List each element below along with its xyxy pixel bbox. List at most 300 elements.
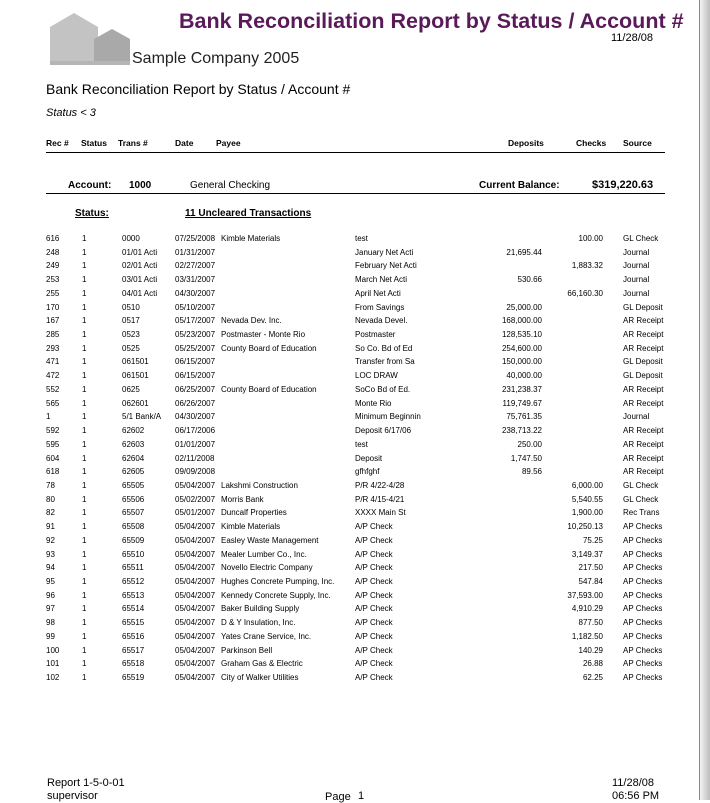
status-description: 11 Uncleared Transactions — [185, 208, 312, 219]
status-cell: 1 — [82, 357, 87, 367]
header-rule — [46, 152, 665, 153]
rec-cell: 102 — [46, 673, 60, 682]
deposit-cell: 89.56 — [521, 467, 542, 477]
deposit-cell: 168,000.00 — [501, 316, 542, 326]
table-row — [0, 507, 700, 521]
trans-cell: 0517 — [122, 316, 140, 326]
table-row — [0, 398, 700, 412]
payee-cell: Novello Electric Company — [221, 563, 313, 573]
memo-cell: Nevada Devel. — [355, 316, 408, 326]
table-row — [0, 549, 700, 563]
source-cell: AR Receipt — [623, 316, 664, 326]
source-cell: AP Checks — [623, 659, 663, 669]
rec-cell: 255 — [46, 288, 60, 298]
deposit-cell: 119,749.67 — [502, 398, 542, 408]
memo-cell: March Net Acti — [355, 275, 408, 285]
payee-cell: Nevada Dev. Inc. — [221, 316, 282, 326]
date-cell: 05/04/2007 — [175, 522, 216, 532]
payee-cell: County Board of Education — [221, 384, 317, 394]
status-cell: 1 — [82, 618, 87, 628]
table-row — [0, 274, 700, 288]
status-cell: 1 — [82, 522, 87, 532]
memo-cell: A/P Check — [355, 618, 393, 628]
source-cell: Journal — [623, 275, 650, 285]
rec-cell: 78 — [46, 480, 55, 490]
status-cell: 1 — [82, 576, 87, 586]
memo-cell: A/P Check — [355, 563, 393, 573]
source-cell: AR Receipt — [623, 453, 664, 463]
source-cell: AP Checks — [623, 576, 663, 586]
memo-cell: gfhfghf — [355, 467, 380, 477]
rec-cell: 293 — [46, 343, 60, 353]
date-cell: 05/04/2007 — [175, 673, 216, 682]
memo-cell: A/P Check — [355, 631, 393, 641]
memo-cell: test — [355, 439, 368, 449]
status-filter: Status < 3 — [46, 107, 96, 119]
deposit-cell: 25,000.00 — [506, 302, 542, 312]
status-cell: 1 — [82, 659, 87, 669]
status-cell: 1 — [82, 467, 87, 477]
col-header-checks: Checks — [576, 138, 607, 148]
status-cell: 1 — [82, 563, 87, 573]
rec-cell: 472 — [46, 371, 60, 381]
source-cell: AR Receipt — [623, 439, 664, 449]
source-cell: AP Checks — [623, 618, 663, 628]
trans-cell: 65511 — [122, 563, 144, 573]
trans-cell: 62605 — [122, 467, 145, 477]
payee-cell: Postmaster - Monte Rio — [221, 330, 306, 340]
status-cell: 1 — [82, 535, 87, 545]
source-cell: GL Check — [623, 494, 659, 504]
rec-cell: 80 — [46, 494, 55, 504]
rec-cell: 91 — [46, 522, 55, 532]
trans-cell: 62604 — [122, 453, 145, 463]
rec-cell: 94 — [46, 563, 55, 573]
trans-cell: 65510 — [122, 549, 145, 559]
memo-cell: Deposit — [355, 453, 383, 463]
date-cell: 05/04/2007 — [175, 618, 216, 628]
payee-cell: Morris Bank — [221, 494, 264, 504]
status-cell: 1 — [82, 494, 87, 504]
check-cell: 547.84 — [578, 576, 603, 586]
rec-cell: 616 — [46, 234, 60, 243]
rec-cell: 97 — [46, 604, 55, 614]
rec-cell: 95 — [46, 576, 55, 586]
memo-cell: Transfer from Sa — [355, 357, 415, 367]
memo-cell: A/P Check — [355, 549, 393, 559]
table-row — [0, 658, 700, 672]
memo-cell: A/P Check — [355, 604, 393, 614]
date-cell: 06/15/2007 — [175, 371, 216, 381]
rec-cell: 167 — [46, 316, 60, 326]
memo-cell: A/P Check — [355, 645, 393, 655]
source-cell: AR Receipt — [623, 343, 664, 353]
rec-cell: 92 — [46, 535, 55, 545]
date-cell: 05/23/2007 — [175, 330, 216, 340]
table-row — [0, 356, 700, 370]
status-cell: 1 — [82, 439, 87, 449]
table-row — [0, 494, 700, 508]
date-cell: 05/25/2007 — [175, 343, 216, 353]
payee-cell: D & Y Insulation, Inc. — [221, 618, 296, 628]
check-cell: 66,160.30 — [567, 288, 603, 298]
trans-cell: 65516 — [122, 631, 145, 641]
page-label: Page — [325, 791, 351, 803]
payee-cell: Baker Building Supply — [221, 604, 300, 614]
rec-cell: 93 — [46, 549, 55, 559]
table-row — [0, 562, 700, 576]
current-balance: $319,220.63 — [592, 179, 654, 191]
status-cell: 1 — [82, 398, 87, 408]
report-title: Bank Reconciliation Report by Status / Account # — [179, 9, 684, 33]
source-cell: Journal — [623, 247, 650, 257]
table-row — [0, 453, 700, 467]
date-cell: 04/30/2007 — [175, 412, 216, 422]
check-cell: 1,883.32 — [571, 261, 603, 271]
status-cell: 1 — [82, 426, 87, 436]
memo-cell: SoCo Bd of Ed. — [355, 384, 411, 394]
check-cell: 1,900.00 — [571, 508, 603, 518]
source-cell: AR Receipt — [623, 467, 664, 477]
table-row — [0, 411, 700, 425]
date-cell: 05/10/2007 — [175, 302, 216, 312]
source-cell: AP Checks — [623, 673, 663, 682]
table-row — [0, 233, 700, 247]
rec-cell: 618 — [46, 467, 60, 477]
status-cell: 1 — [82, 590, 87, 600]
table-row — [0, 672, 700, 686]
col-header-source: Source — [623, 138, 652, 148]
rec-cell: 249 — [46, 261, 60, 271]
balance-label: Current Balance: — [479, 180, 560, 191]
rec-cell: 170 — [46, 302, 60, 312]
col-header-payee: Payee — [216, 138, 241, 148]
table-row — [0, 466, 700, 480]
trans-cell: 0523 — [122, 330, 140, 340]
memo-cell: P/R 4/22-4/28 — [355, 480, 405, 490]
payee-cell: Mealer Lumber Co., Inc. — [221, 549, 307, 559]
table-row — [0, 590, 700, 604]
rec-cell: 99 — [46, 631, 55, 641]
date-cell: 05/04/2007 — [175, 576, 216, 586]
col-header-status: Status — [81, 138, 107, 148]
rec-cell: 100 — [46, 645, 60, 655]
date-cell: 05/04/2007 — [175, 480, 216, 490]
memo-cell: Monte Rio — [355, 398, 392, 408]
rec-cell: 565 — [46, 398, 60, 408]
status-cell: 1 — [82, 343, 87, 353]
payee-cell: Kimble Materials — [221, 234, 281, 243]
source-cell: Journal — [623, 288, 650, 298]
payee-cell: City of Walker Utilities — [221, 673, 299, 682]
trans-cell: 0510 — [122, 302, 140, 312]
date-cell: 07/25/2008 — [175, 234, 216, 243]
trans-cell: 0525 — [122, 343, 140, 353]
memo-cell: A/P Check — [355, 590, 393, 600]
check-cell: 5,540.55 — [571, 494, 603, 504]
table-row — [0, 617, 700, 631]
rec-cell: 595 — [46, 439, 60, 449]
source-cell: AP Checks — [623, 549, 663, 559]
table-row — [0, 343, 700, 357]
table-row — [0, 645, 700, 659]
status-cell: 1 — [82, 275, 87, 285]
table-row — [0, 603, 700, 617]
col-header-date: Date — [175, 138, 194, 148]
table-row — [0, 425, 700, 439]
trans-cell: 5/1 Bank/A — [122, 412, 162, 422]
date-cell: 06/25/2007 — [175, 384, 216, 394]
date-cell: 04/30/2007 — [175, 288, 216, 298]
date-cell: 05/04/2007 — [175, 604, 216, 614]
deposit-cell: 40,000.00 — [506, 371, 542, 381]
date-cell: 06/26/2007 — [175, 398, 216, 408]
source-cell: AP Checks — [623, 645, 663, 655]
date-cell: 05/02/2007 — [175, 494, 216, 504]
date-cell: 06/15/2007 — [175, 357, 216, 367]
status-cell: 1 — [82, 604, 87, 614]
table-row — [0, 521, 700, 535]
status-cell: 1 — [82, 316, 87, 326]
table-row — [0, 370, 700, 384]
check-cell: 140.29 — [578, 645, 603, 655]
trans-cell: 62603 — [122, 439, 145, 449]
trans-cell: 02/01 Acti — [122, 261, 158, 271]
check-cell: 217.50 — [578, 563, 603, 573]
status-label: Status: — [75, 208, 109, 219]
memo-cell: A/P Check — [355, 659, 393, 669]
table-row — [0, 480, 700, 494]
deposit-cell: 21,695.44 — [506, 247, 542, 257]
memo-cell: February Net Acti — [355, 261, 417, 271]
trans-cell: 062601 — [122, 398, 149, 408]
date-cell: 01/01/2007 — [175, 439, 216, 449]
status-cell: 1 — [82, 261, 87, 271]
payee-cell: Easley Waste Management — [221, 535, 319, 545]
date-cell: 05/04/2007 — [175, 549, 216, 559]
trans-cell: 04/01 Acti — [122, 288, 158, 298]
rec-cell: 248 — [46, 247, 60, 257]
date-cell: 05/04/2007 — [175, 631, 216, 641]
table-row — [0, 247, 700, 261]
source-cell: AP Checks — [623, 631, 663, 641]
deposit-cell: 238,713.22 — [501, 426, 542, 436]
memo-cell: A/P Check — [355, 522, 393, 532]
account-rule — [46, 193, 665, 194]
page-edge-shadow — [699, 0, 710, 800]
trans-cell: 65507 — [122, 508, 145, 518]
memo-cell: January Net Acti — [355, 247, 414, 257]
table-row — [0, 439, 700, 453]
payee-cell: County Board of Education — [221, 343, 317, 353]
trans-cell: 65508 — [122, 522, 145, 532]
status-cell: 1 — [82, 288, 87, 298]
status-cell: 1 — [82, 549, 87, 559]
memo-cell: LOC DRAW — [355, 371, 398, 381]
source-cell: AR Receipt — [623, 330, 664, 340]
memo-cell: April Net Acti — [355, 288, 401, 298]
rec-cell: 96 — [46, 590, 55, 600]
status-cell: 1 — [82, 234, 87, 243]
col-header-deposits: Deposits — [508, 138, 544, 148]
trans-cell: 65506 — [122, 494, 145, 504]
table-row — [0, 384, 700, 398]
rec-cell: 253 — [46, 275, 60, 285]
memo-cell: XXXX Main St — [355, 508, 406, 518]
source-cell: AR Receipt — [623, 398, 664, 408]
table-row — [0, 576, 700, 590]
status-cell: 1 — [82, 371, 87, 381]
rec-cell: 98 — [46, 618, 55, 628]
trans-cell: 65513 — [122, 590, 145, 600]
memo-cell: A/P Check — [355, 576, 393, 586]
status-cell: 1 — [82, 645, 87, 655]
source-cell: AP Checks — [623, 590, 663, 600]
trans-cell: 0625 — [122, 384, 140, 394]
trans-cell: 65517 — [122, 645, 145, 655]
table-row — [0, 260, 700, 274]
table-row — [0, 631, 700, 645]
memo-cell: Deposit 6/17/06 — [355, 426, 412, 436]
company-logo — [50, 13, 130, 65]
date-cell: 05/01/2007 — [175, 508, 216, 518]
source-cell: AP Checks — [623, 563, 663, 573]
payee-cell: Hughes Concrete Pumping, Inc. — [221, 576, 335, 586]
date-cell: 05/04/2007 — [175, 590, 216, 600]
status-cell: 1 — [82, 673, 87, 682]
trans-cell: 65518 — [122, 659, 145, 669]
date-cell: 05/04/2007 — [175, 563, 216, 573]
source-cell: Journal — [623, 261, 650, 271]
col-header-rec: Rec # — [46, 138, 69, 148]
deposit-cell: 1,747.50 — [510, 453, 542, 463]
date-cell: 05/17/2007 — [175, 316, 216, 326]
page-number: 1 — [358, 790, 365, 802]
source-cell: GL Check — [623, 480, 659, 490]
trans-cell: 62602 — [122, 426, 145, 436]
memo-cell: A/P Check — [355, 673, 393, 682]
source-cell: GL Deposit — [623, 371, 663, 381]
table-row — [0, 288, 700, 302]
footer-time: 06:56 PM — [612, 790, 660, 802]
check-cell: 62.25 — [582, 673, 603, 682]
date-cell: 09/09/2008 — [175, 467, 216, 477]
transaction-table — [0, 233, 700, 686]
check-cell: 6,000.00 — [571, 480, 603, 490]
trans-cell: 65514 — [122, 604, 145, 614]
check-cell: 10,250.13 — [567, 522, 603, 532]
source-cell: Rec Trans — [623, 508, 660, 518]
date-cell: 05/04/2007 — [175, 535, 216, 545]
trans-cell: 65515 — [122, 618, 145, 628]
rec-cell: 592 — [46, 426, 60, 436]
payee-cell: Kimble Materials — [221, 522, 281, 532]
deposit-cell: 250.00 — [517, 439, 542, 449]
status-cell: 1 — [82, 247, 87, 257]
status-cell: 1 — [82, 480, 87, 490]
trans-cell: 03/01 Acti — [122, 275, 158, 285]
rec-cell: 1 — [46, 412, 51, 422]
source-cell: AR Receipt — [623, 426, 664, 436]
deposit-cell: 128,535.10 — [501, 330, 542, 340]
trans-cell: 65519 — [122, 673, 145, 682]
memo-cell: Minimum Beginnin — [355, 412, 421, 422]
footer-date: 11/28/08 — [612, 777, 655, 789]
check-cell: 3,149.37 — [571, 549, 603, 559]
report-id: Report 1-5-0-01 — [47, 777, 125, 789]
status-cell: 1 — [82, 508, 87, 518]
memo-cell: P/R 4/15-4/21 — [355, 494, 405, 504]
trans-cell: 01/01 Acti — [122, 247, 158, 257]
col-header-trans: Trans # — [118, 138, 148, 148]
rec-cell: 82 — [46, 508, 55, 518]
deposit-cell: 231,238.37 — [501, 384, 542, 394]
date-cell: 01/31/2007 — [175, 247, 216, 257]
date-cell: 02/27/2007 — [175, 261, 216, 271]
status-cell: 1 — [82, 631, 87, 641]
date-cell: 06/17/2006 — [175, 426, 216, 436]
date-cell: 05/04/2007 — [175, 659, 216, 669]
check-cell: 26.88 — [582, 659, 603, 669]
status-cell: 1 — [82, 302, 87, 312]
payee-cell: Duncalf Properties — [221, 508, 287, 518]
check-cell: 877.50 — [578, 618, 603, 628]
account-name: General Checking — [190, 180, 271, 191]
table-row — [0, 315, 700, 329]
deposit-cell: 530.66 — [517, 275, 542, 285]
source-cell: AR Receipt — [623, 384, 664, 394]
memo-cell: A/P Check — [355, 535, 393, 545]
company-name: Sample Company 2005 — [132, 50, 300, 67]
account-number: 1000 — [129, 180, 152, 191]
table-row — [0, 535, 700, 549]
source-cell: GL Check — [623, 234, 659, 243]
check-cell: 100.00 — [578, 234, 603, 243]
date-cell: 02/11/2008 — [175, 453, 215, 463]
trans-cell: 65509 — [122, 535, 145, 545]
status-cell: 1 — [82, 412, 87, 422]
report-subtitle: Bank Reconciliation Report by Status / Account # — [46, 81, 351, 97]
status-cell: 1 — [82, 384, 87, 394]
rec-cell: 101 — [46, 659, 60, 669]
payee-cell: Kennedy Concrete Supply, Inc. — [221, 590, 331, 600]
trans-cell: 061501 — [122, 371, 149, 381]
date-cell: 03/31/2007 — [175, 275, 216, 285]
header-date: 11/28/08 — [610, 32, 653, 44]
rec-cell: 552 — [46, 384, 60, 394]
payee-cell: Parkinson Bell — [221, 645, 273, 655]
check-cell: 1,182.50 — [571, 631, 603, 641]
trans-cell: 65505 — [122, 480, 145, 490]
source-cell: GL Deposit — [623, 357, 663, 367]
source-cell: AP Checks — [623, 522, 663, 532]
payee-cell: Graham Gas & Electric — [221, 659, 303, 669]
table-row — [0, 329, 700, 343]
deposit-cell: 75,761.35 — [506, 412, 542, 422]
memo-cell: test — [355, 234, 368, 243]
rec-cell: 285 — [46, 330, 60, 340]
check-cell: 37,593.00 — [567, 590, 603, 600]
report-user: supervisor — [47, 790, 98, 802]
source-cell: AP Checks — [623, 535, 663, 545]
memo-cell: Postmaster — [355, 330, 396, 340]
payee-cell: Lakshmi Construction — [221, 480, 298, 490]
trans-cell: 0000 — [122, 234, 140, 243]
deposit-cell: 254,600.00 — [501, 343, 542, 353]
rec-cell: 471 — [46, 357, 60, 367]
payee-cell: Yates Crane Service, Inc. — [221, 631, 312, 641]
check-cell: 4,910.29 — [571, 604, 603, 614]
